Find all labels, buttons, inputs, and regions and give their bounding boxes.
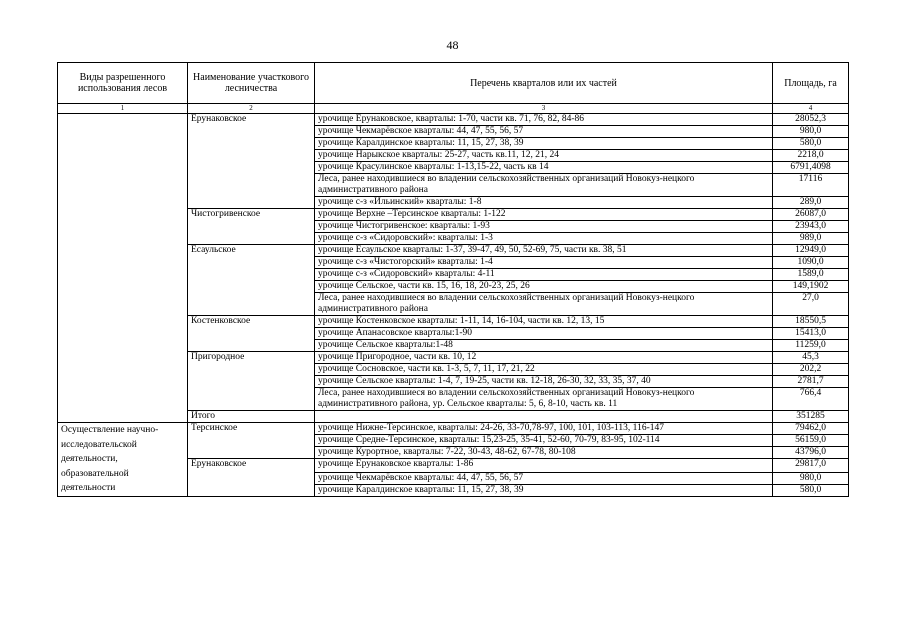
forestry-name: Костенковское [188, 316, 315, 352]
quarters-cell: урочище Красулинское кварталы: 1-13,15-22, часть кв 14 [315, 162, 773, 174]
quarters-cell: урочище Сельское кварталы: 1-4, 7, 19-25, части кв. 12-18, 26-30, 32, 33, 35, 37, 40 [315, 376, 773, 388]
area-cell: 2218,0 [773, 150, 849, 162]
quarters-cell: урочище Средне-Терсинское, кварталы: 15,23-25, 35-41, 52-60, 70-79, 83-95, 102-114 [315, 435, 773, 447]
quarters-cell: урочище с-з «Сидоровский» кварталы: 4-11 [315, 269, 773, 281]
quarters-cell: урочище с-з «Чистогорский» кварталы: 1-4 [315, 257, 773, 269]
quarters-cell: Леса, ранее находившиеся во владении сельскохозяйственных организаций Новокуз-нецкого административного района [315, 293, 773, 316]
use-type-research: Осуществление научно-исследовательской деятельности, образовательной деятельности [58, 423, 188, 497]
page-number: 48 [446, 38, 459, 52]
table-row [58, 114, 849, 126]
area-cell: 11259,0 [773, 340, 849, 352]
column-number: 2 [188, 104, 315, 114]
quarters-cell: урочище Ерунаковское кварталы: 1-86 [315, 459, 773, 473]
area-cell: 29817,0 [773, 459, 849, 473]
quarters-cell: урочище Пригородное, части кв. 10, 12 [315, 352, 773, 364]
area-cell: 980,0 [773, 472, 849, 484]
quarters-cell: урочище Сосновское, части кв. 1-3, 5, 7, 11, 17, 21, 22 [315, 364, 773, 376]
quarters-cell: урочище Ерунаковское, кварталы: 1-70, части кв. 71, 76, 82, 84-86 [315, 114, 773, 126]
quarters-cell: урочище Каралдинское кварталы: 11, 15, 27, 38, 39 [315, 484, 773, 496]
area-cell: 580,0 [773, 484, 849, 496]
quarters-cell: урочище Есаульское кварталы: 1-37, 39-47, 49, 50, 52-69, 75, части кв. 38, 51 [315, 245, 773, 257]
quarters-cell: урочище Чекмарёвское кварталы: 44, 47, 55, 56, 57 [315, 126, 773, 138]
forestry-name: Ерунаковское [188, 114, 315, 209]
forestry-name: Пригородное [188, 352, 315, 411]
quarters-cell: урочище Каралдинское кварталы: 11, 15, 27, 38, 39 [315, 138, 773, 150]
quarters-cell: урочище с-з «Сидоровский»: кварталы: 1-3 [315, 233, 773, 245]
area-cell: 15413,0 [773, 328, 849, 340]
header-forestry: Наименование участкового лесничества [188, 63, 315, 104]
total-label: Итого [188, 411, 315, 423]
quarters-cell: урочище с-з «Ильинский» кварталы: 1-8 [315, 197, 773, 209]
forest-quarters-table [57, 62, 849, 497]
area-cell: 56159,0 [773, 435, 849, 447]
quarters-cell: урочище Курортное, кварталы: 7-22, 30-43, 48-62, 67-78, 80-108 [315, 447, 773, 459]
quarters-cell: Леса, ранее находившиеся во владении сельскохозяйственных организаций Новокуз-нецкого административного района [315, 174, 773, 197]
quarters-cell: урочище Сельское, части кв. 15, 16, 18, 20-23, 25, 26 [315, 281, 773, 293]
quarters-cell: урочище Чекмарёвское кварталы: 44, 47, 55, 56, 57 [315, 472, 773, 484]
area-cell: 2781,7 [773, 376, 849, 388]
area-cell: 27,0 [773, 293, 849, 316]
area-cell: 149,1902 [773, 281, 849, 293]
table-row [58, 423, 849, 435]
area-cell: 1090,0 [773, 257, 849, 269]
forestry-name: Чистогривенское [188, 209, 315, 245]
quarters-cell: урочище Нарыкское кварталы: 25-27, часть кв.11, 12, 21, 24 [315, 150, 773, 162]
column-number: 1 [58, 104, 188, 114]
area-cell: 989,0 [773, 233, 849, 245]
header-area: Площадь, га [773, 63, 849, 104]
quarters-cell: урочище Сельское кварталы:1-48 [315, 340, 773, 352]
area-cell: 17116 [773, 174, 849, 197]
use-type-cell-empty [58, 114, 188, 423]
area-cell: 79462,0 [773, 423, 849, 435]
area-cell: 43796,0 [773, 447, 849, 459]
forestry-name: Терсинское [188, 423, 315, 459]
area-cell: 26087,0 [773, 209, 849, 221]
header-quarters: Перечень кварталов или их частей [315, 63, 773, 104]
quarters-cell: урочище Костенковское кварталы: 1-11, 14, 16-104, части кв. 12, 13, 15 [315, 316, 773, 328]
area-cell: 23943,0 [773, 221, 849, 233]
forestry-name: Есаульское [188, 245, 315, 316]
area-cell: 18550,5 [773, 316, 849, 328]
area-cell: 289,0 [773, 197, 849, 209]
total-area: 351285 [773, 411, 849, 423]
quarters-cell: урочище Чистогривенское: кварталы: 1-93 [315, 221, 773, 233]
quarters-cell: урочище Апанасовское кварталы:1-90 [315, 328, 773, 340]
quarters-cell: Леса, ранее находившиеся во владении сельскохозяйственных организаций Новокуз-нецкого административного района, ур. Сельское кварталы: 5, 6, 8-10, часть кв. 11 [315, 388, 773, 411]
quarters-cell: урочище Верхне –Терсинское кварталы: 1-122 [315, 209, 773, 221]
quarters-cell: урочище Нижне-Терсинское, кварталы: 24-26, 33-70,78-97, 100, 101, 103-113, 116-147 [315, 423, 773, 435]
area-cell: 45,3 [773, 352, 849, 364]
quarters-cell [315, 411, 773, 423]
forestry-name: Ерунаковское [188, 459, 315, 497]
area-cell: 1589,0 [773, 269, 849, 281]
column-number: 4 [773, 104, 849, 114]
column-numbers-row [58, 104, 849, 114]
area-cell: 12949,0 [773, 245, 849, 257]
area-cell: 202,2 [773, 364, 849, 376]
area-cell: 766,4 [773, 388, 849, 411]
area-cell: 980,0 [773, 126, 849, 138]
area-cell: 580,0 [773, 138, 849, 150]
header-use-type: Виды разрешенного использования лесов [58, 63, 188, 104]
table-header-row [58, 63, 849, 104]
area-cell: 28052,3 [773, 114, 849, 126]
column-number: 3 [315, 104, 773, 114]
area-cell: 6791,4098 [773, 162, 849, 174]
